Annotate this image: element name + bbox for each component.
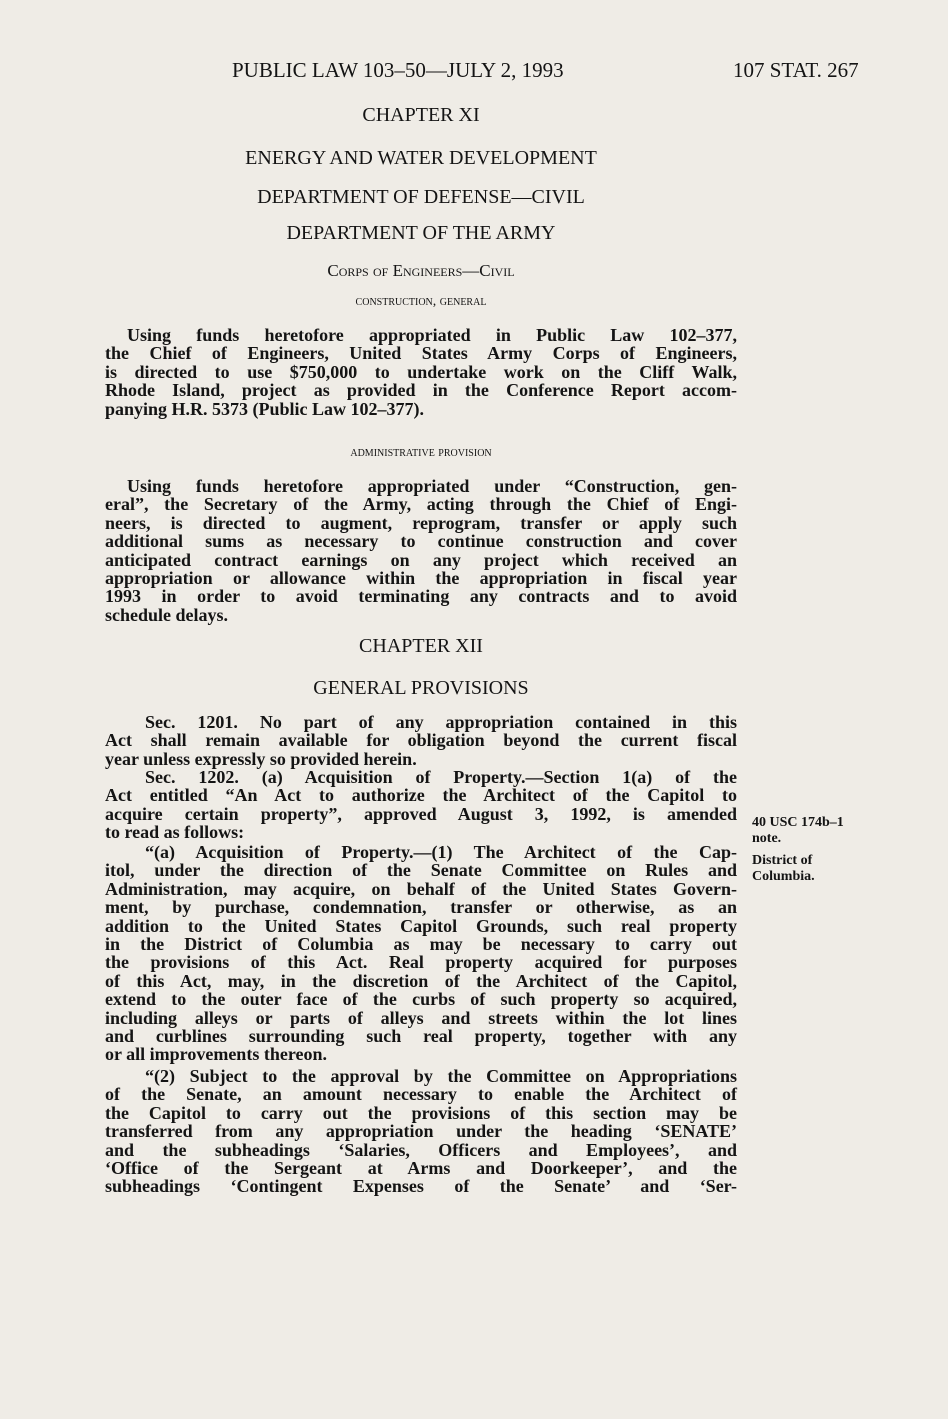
text-line: eral”, the Secretary of the Army, acting through the Chief of Engi-: [105, 494, 737, 515]
margin-note-line: District of: [752, 853, 813, 868]
text-line: Rhode Island, project as provided in the Conference Report accom-: [105, 380, 737, 401]
text-line: Act shall remain available for obligation beyond the current fiscal: [105, 730, 737, 751]
heading-administrative-provision: administrative provision: [350, 445, 492, 460]
heading-corps-engineers: Corps of Engineers—Civil: [327, 261, 515, 280]
text-line: acquire certain property”, approved August 3, 1992, is amended: [105, 803, 737, 824]
text-line: or all improvements thereon.: [105, 1044, 327, 1065]
text-line: 1993 in order to avoid terminating any contracts and to avoid: [105, 586, 737, 607]
text-line: Sec. 1202. (a) Acquisition of Property.—Section 1(a) of the: [145, 767, 737, 787]
text-line: neers, is directed to augment, reprogram, transfer or apply such: [105, 512, 737, 533]
text-line: in the District of Columbia as may be necessary to carry out: [105, 934, 737, 955]
text-line: subheadings ‘Contingent Expenses of the Senate’ and ‘Ser-: [105, 1176, 737, 1197]
heading-general-provisions: GENERAL PROVISIONS: [313, 677, 529, 699]
text-line: Act entitled “An Act to authorize the Architect of the Capitol to: [105, 785, 737, 806]
text-line: “(2) Subject to the approval by the Committee on Appropriations: [145, 1066, 737, 1086]
text-line: to read as follows:: [105, 822, 245, 843]
quoted-paragraph-2: [105, 1067, 737, 1196]
quoted-subsection-a: [105, 843, 737, 1064]
running-header-left: PUBLIC LAW 103–50—JULY 2, 1993: [232, 58, 564, 82]
paragraph-construction-general: [105, 477, 737, 624]
text-line: additional sums as necessary to continue construction and cover: [105, 531, 737, 552]
text-line: of this Act, may, in the discretion of the Architect of the Capitol,: [105, 970, 737, 991]
text-line: ment, by purchase, condemnation, transfer or otherwise, as an: [105, 897, 737, 918]
margin-note-line: 40 USC 174b–1: [752, 815, 844, 830]
running-header-right: 107 STAT. 267: [733, 58, 859, 82]
text-line: is directed to use $750,000 to undertake work on the Cliff Walk,: [105, 361, 737, 382]
chapter-xii-title: CHAPTER XII: [359, 635, 483, 657]
text-line: “(a) Acquisition of Property.—(1) The Architect of the Cap-: [145, 842, 737, 862]
text-line: appropriation or allowance within the appropriation in fiscal year: [105, 568, 737, 589]
text-line: anticipated contract earnings on any project which received an: [105, 549, 737, 570]
text-line: Using funds heretofore appropriated in Public Law 102–377,: [127, 325, 737, 345]
margin-note-line: note.: [752, 831, 782, 846]
margin-note-district: [752, 853, 815, 885]
text-line: the Capitol to carry out the provisions of this section may be: [105, 1102, 737, 1123]
text-line: schedule delays.: [105, 604, 229, 625]
text-line: Using funds heretofore appropriated under “Construction, gen-: [127, 476, 737, 496]
text-line: and the subheadings ‘Salaries, Officers and Employees’, and: [105, 1139, 737, 1160]
heading-dept-army: DEPARTMENT OF THE ARMY: [286, 222, 556, 244]
text-line: the Chief of Engineers, United States Army Corps of Engineers,: [105, 343, 737, 364]
text-line: of the Senate, an amount necessary to enable the Architect of: [105, 1084, 737, 1105]
text-line: including alleys or parts of alleys and streets within the lot lines: [105, 1007, 737, 1028]
text-line: the provisions of this Act. Real property acquired for purposes: [105, 952, 737, 973]
text-line: and curblines surrounding such real property, together with any: [105, 1026, 737, 1047]
chapter-xi-title: CHAPTER XI: [362, 104, 480, 126]
section-1201: [105, 713, 737, 768]
text-line: itol, under the direction of the Senate Committee on Rules and: [105, 860, 737, 881]
paragraph-cliff-walk: [105, 326, 737, 418]
heading-dod-civil: DEPARTMENT OF DEFENSE—CIVIL: [257, 186, 585, 208]
text-line: addition to the United States Capitol Grounds, such real property: [105, 915, 737, 936]
text-line: transferred from any appropriation under the heading ‘SENATE’: [105, 1121, 737, 1142]
margin-note-line: Columbia.: [752, 869, 815, 884]
text-line: panying H.R. 5373 (Public Law 102–377).: [105, 398, 425, 419]
text-line: ‘Office of the Sergeant at Arms and Doorkeeper’, and the: [105, 1158, 737, 1179]
section-1202: [105, 768, 737, 842]
text-line: Sec. 1201. No part of any appropriation contained in this: [145, 712, 737, 732]
margin-note-usc: [752, 815, 844, 847]
text-line: extend to the outer face of the curbs of such property so acquired,: [105, 989, 737, 1010]
heading-energy-water: ENERGY AND WATER DEVELOPMENT: [245, 147, 597, 169]
heading-construction-general: construction, general: [355, 294, 487, 309]
text-line: Administration, may acquire, on behalf of the United States Govern-: [105, 878, 737, 899]
text-line: year unless expressly so provided herein.: [105, 748, 417, 769]
